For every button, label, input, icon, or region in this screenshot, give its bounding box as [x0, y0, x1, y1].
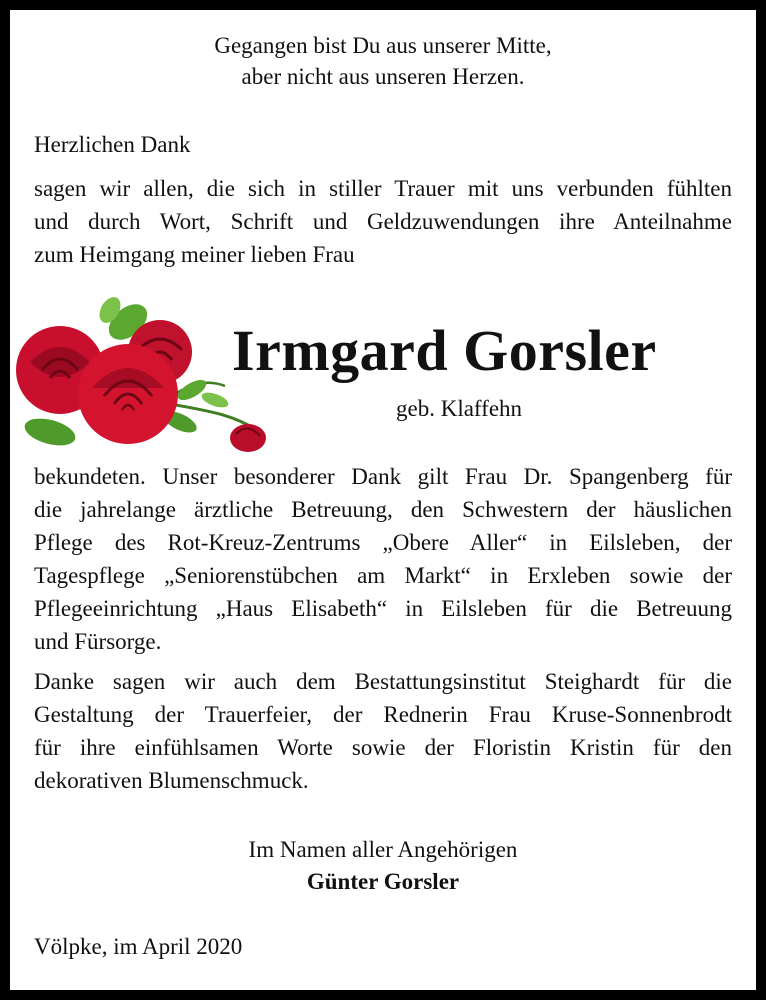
body-line: Gestaltung der Trauerfeier, der Rednerin Frau Kruse-Sonnenbrodt [34, 702, 732, 727]
motto [10, 30, 756, 92]
body-line: bekundeten. Unser besonderer Dank gilt Frau Dr. Spangenberg für [34, 464, 732, 489]
body-line: und Fürsorge. [34, 629, 162, 654]
obituary-card [10, 10, 756, 990]
thanks-paragraph-2 [34, 665, 732, 797]
motto-line-2: aber nicht aus unseren Herzen. [241, 64, 525, 89]
body-line: Danke sagen wir auch dem Bestattungsinstitut Steighardt für die [34, 669, 732, 694]
intro-paragraph [34, 172, 732, 271]
signatory-name: Günter Gorsler [306, 869, 460, 894]
intro-line: zum Heimgang meiner lieben Frau [34, 242, 355, 267]
body-line: für ihre einfühlsamen Worte sowie der Floristin Kristin für den [34, 735, 732, 760]
deceased-name: Irmgard Gorsler [232, 318, 657, 383]
body-line: die jahrelange ärztliche Betreuung, den Schwestern der häuslichen [34, 497, 732, 522]
body-line: Pflege des Rot-Kreuz-Zentrums „Obere Aller“ in Eilsleben, der [34, 530, 732, 555]
motto-line-1: Gegangen bist Du aus unserer Mitte, [214, 33, 552, 58]
thanks-heading: Herzlichen Dank [34, 132, 191, 157]
on-behalf-text: Im Namen aller Angehörigen [248, 837, 518, 862]
intro-line: sagen wir allen, die sich in stiller Trauer mit uns verbunden fühlten [34, 176, 732, 201]
place-date: Völpke, im April 2020 [34, 934, 243, 959]
roses-illustration [10, 282, 268, 458]
body-line: Pflegeeinrichtung „Haus Elisabeth“ in Eilsleben für die Betreuung [34, 596, 732, 621]
body-line: Tagespflege „Seniorenstübchen am Markt“ in Erxleben sowie der [34, 563, 732, 588]
body-line: dekorativen Blumenschmuck. [34, 768, 309, 793]
thanks-paragraph-1 [34, 460, 732, 658]
intro-line: und durch Wort, Schrift und Geldzuwendungen ihre Anteilnahme [34, 209, 732, 234]
birth-name: geb. Klaffehn [396, 396, 523, 421]
